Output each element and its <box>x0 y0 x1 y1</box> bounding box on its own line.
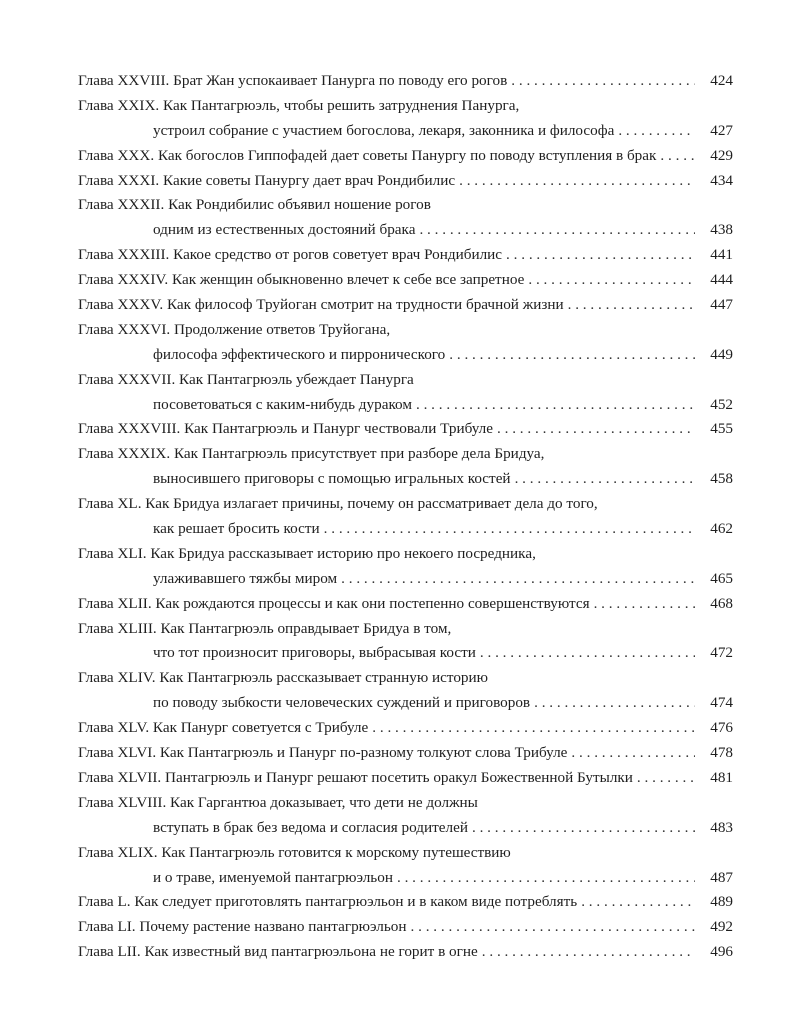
page-number: 487 <box>710 868 733 886</box>
chapter-title: Глава XXXVI. Продолжение ответов Труйогана, <box>78 320 391 338</box>
page-number: 468 <box>710 594 733 612</box>
page-number: 424 <box>710 72 733 89</box>
chapter-title: Глава XXXIV. Как женщин обыкновенно влечет к себе все запретное <box>78 271 525 289</box>
dot-leader <box>472 816 695 841</box>
page-number: 472 <box>710 644 733 662</box>
chapter-title-continuation: выносившего приговоры с помощью игральных костей <box>153 470 511 488</box>
dot-leader <box>515 467 695 492</box>
chapter-title-continuation: как решает бросить кости <box>153 520 320 538</box>
toc-entry[interactable] <box>78 368 733 418</box>
toc-entry[interactable] <box>78 293 733 318</box>
page-number: 429 <box>710 146 733 164</box>
dot-leader <box>568 293 695 318</box>
toc-entry[interactable] <box>78 492 733 542</box>
toc-entry[interactable] <box>78 268 733 293</box>
page-number: 447 <box>710 296 733 314</box>
dot-leader <box>581 890 695 915</box>
page-number: 489 <box>710 893 733 911</box>
chapter-title: Глава XLVI. Как Пантагрюэль и Панург по-разному толкуют слова Трибуле <box>78 744 568 762</box>
dot-leader <box>660 144 695 169</box>
toc-entry[interactable] <box>78 940 733 965</box>
table-of-contents <box>78 69 733 965</box>
chapter-title-continuation: и о траве, именуемой пантагрюэльон <box>153 868 393 886</box>
chapter-title: Глава XLIV. Как Пантагрюэль рассказывает странную историю <box>78 669 488 687</box>
page-number: 427 <box>710 121 733 139</box>
toc-entry[interactable] <box>78 318 733 368</box>
page-number: 455 <box>710 420 733 438</box>
chapter-title: Глава XL. Как Бридуа излагает причины, почему он рассматривает дела до того, <box>78 495 598 513</box>
page-number: 465 <box>710 569 733 587</box>
chapter-title: Глава XLIX. Как Пантагрюэль готовится к морскому путешествию <box>78 843 511 861</box>
page-number: 492 <box>710 918 733 936</box>
page-number: 438 <box>710 221 733 239</box>
chapter-title: Глава XXVIII. Брат Жан успокаивает Панурга по поводу его рогов <box>78 72 508 89</box>
chapter-title: Глава XLI. Как Бридуа рассказывает историю про некоего посредника, <box>78 544 536 562</box>
toc-entry[interactable] <box>78 791 733 841</box>
page-number: 481 <box>710 768 733 786</box>
chapter-title-continuation: философа эффектического и пирронического <box>153 345 446 363</box>
dot-leader <box>480 641 695 666</box>
toc-entry[interactable] <box>78 915 733 940</box>
chapter-title: Глава XXXIII. Какое средство от рогов советует врач Рондибилис <box>78 246 503 264</box>
page-number: 434 <box>710 171 733 189</box>
dot-leader <box>372 716 695 741</box>
chapter-title: Глава XXXV. Как философ Труйоган смотрит на трудности брачной жизни <box>78 296 564 314</box>
page-number: 449 <box>710 345 733 363</box>
toc-entry[interactable] <box>78 417 733 442</box>
page-number: 474 <box>710 694 733 712</box>
chapter-title: Глава LI. Почему растение названо пантагрюэльон <box>78 918 407 936</box>
page-number: 478 <box>710 744 733 762</box>
toc-entry[interactable] <box>78 766 733 791</box>
dot-leader <box>341 567 695 592</box>
page-number: 441 <box>710 246 733 264</box>
dot-leader <box>571 741 695 766</box>
chapter-title-continuation: посоветоваться с каким-нибудь дураком <box>153 395 412 413</box>
dot-leader <box>497 417 695 442</box>
page-number: 458 <box>710 470 733 488</box>
chapter-title: Глава XXXIX. Как Пантагрюэль присутствует при разборе дела Бридуа, <box>78 445 545 463</box>
chapter-title: Глава XXIX. Как Пантагрюэль, чтобы решить затруднения Панурга, <box>78 96 520 114</box>
chapter-title: Глава XLVIII. Как Гаргантюа доказывает, что дети не должны <box>78 793 478 811</box>
page-number: 462 <box>710 520 733 538</box>
toc-entry[interactable] <box>78 592 733 617</box>
toc-entry[interactable] <box>78 442 733 492</box>
chapter-title-continuation: что тот произносит приговоры, выбрасывая кости <box>153 644 476 662</box>
page-number: 483 <box>710 818 733 836</box>
toc-entry[interactable] <box>78 542 733 592</box>
page-number: 452 <box>710 395 733 413</box>
chapter-title-continuation: по поводу зыбкости человеческих суждений и приговоров <box>153 694 531 712</box>
chapter-title-continuation: улаживавшего тяжбы миром <box>153 569 338 587</box>
toc-entry[interactable] <box>78 193 733 243</box>
toc-entry[interactable] <box>78 94 733 144</box>
dot-leader <box>459 169 695 194</box>
dot-leader <box>416 393 695 418</box>
dot-leader <box>397 866 695 891</box>
chapter-title: Глава XLIII. Как Пантагрюэль оправдывает Бридуа в том, <box>78 619 452 637</box>
page-number: 496 <box>710 943 733 961</box>
toc-entry[interactable] <box>78 741 733 766</box>
toc-entry[interactable] <box>78 716 733 741</box>
chapter-title-continuation: вступать в брак без ведома и согласия родителей <box>153 818 468 836</box>
toc-entry[interactable] <box>78 243 733 268</box>
chapter-title: Глава XXXVIII. Как Пантагрюэль и Панург чествовали Трибуле <box>78 420 493 438</box>
page-number: 476 <box>710 719 733 737</box>
toc-entry[interactable] <box>78 666 733 716</box>
dot-leader <box>411 915 696 940</box>
chapter-title: Глава XLII. Как рождаются процессы и как они постепенно совершенствуются <box>78 594 590 612</box>
chapter-title: Глава L. Как следует приготовлять пантагрюэльон и в каком виде потреблять <box>78 893 578 911</box>
toc-entry[interactable] <box>78 617 733 667</box>
toc-entry[interactable] <box>78 169 733 194</box>
dot-leader <box>449 343 695 368</box>
dot-leader <box>637 766 695 791</box>
dot-leader <box>506 243 695 268</box>
dot-leader <box>324 517 695 542</box>
page-number: 444 <box>710 271 733 289</box>
toc-entry[interactable] <box>78 890 733 915</box>
chapter-title: Глава LII. Как известный вид пантагрюэльона не горит в огне <box>78 943 478 961</box>
dot-leader <box>419 218 695 243</box>
chapter-title-continuation: устроил собрание с участием богослова, лекаря, законника и философа <box>153 121 615 139</box>
chapter-title: Глава XXX. Как богослов Гиппофадей дает советы Панургу по поводу вступления в брак <box>78 146 657 164</box>
toc-entry[interactable] <box>78 841 733 891</box>
chapter-title: Глава XXXI. Какие советы Панургу дает врач Рондибилис <box>78 171 456 189</box>
dot-leader <box>482 940 695 965</box>
chapter-title: Глава XXXVII. Как Пантагрюэль убеждает Панурга <box>78 370 414 388</box>
chapter-title: Глава XLV. Как Панург советуется с Трибуле <box>78 719 369 737</box>
dot-leader <box>528 268 695 293</box>
dot-leader <box>534 691 695 716</box>
dot-leader <box>618 119 695 144</box>
chapter-title-continuation: одним из естественных достояний брака <box>153 221 416 239</box>
toc-entry[interactable] <box>78 69 733 94</box>
dot-leader <box>594 592 695 617</box>
dot-leader <box>511 69 695 94</box>
chapter-title: Глава XXXII. Как Рондибилис объявил ношение рогов <box>78 196 431 214</box>
toc-entry[interactable] <box>78 144 733 169</box>
chapter-title: Глава XLVII. Пантагрюэль и Панург решают посетить оракул Божественной Бутылки <box>78 768 633 786</box>
